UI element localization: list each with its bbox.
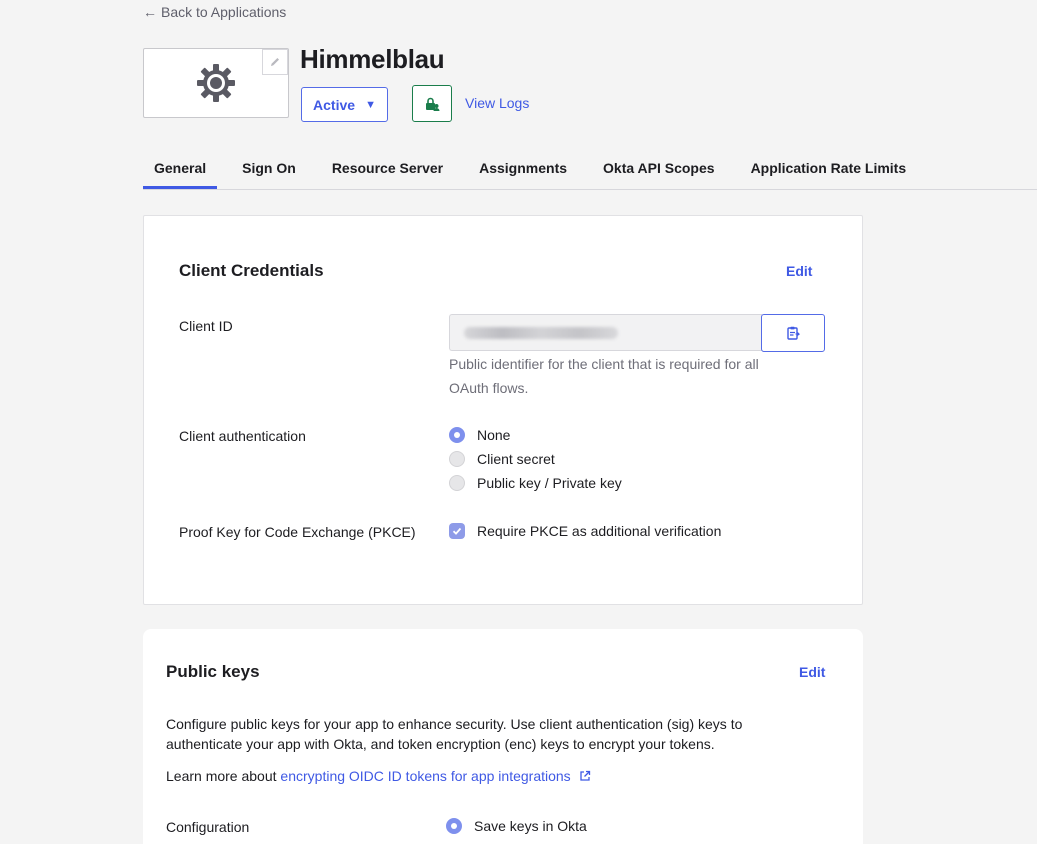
radio-selected[interactable] (446, 818, 462, 834)
status-dropdown[interactable] (301, 87, 388, 122)
radio-unselected[interactable] (449, 451, 465, 467)
push-groups-button[interactable] (412, 85, 452, 122)
copy-client-id-button[interactable] (761, 314, 825, 352)
back-to-applications-link[interactable] (143, 4, 286, 20)
auth-option-label: Public key / Private key (477, 475, 622, 491)
tab-bar (143, 150, 931, 188)
tab-resource-server[interactable]: Resource Server (331, 160, 444, 176)
checkmark-icon (452, 526, 462, 536)
public-keys-description: Configure public keys for your app to enhance security. Use client authentication (sig) keys to authenticate your app with Okta, and token encryption (enc) keys to encrypt your tokens. (166, 716, 743, 752)
gear-icon (196, 63, 236, 103)
client-credentials-edit-button[interactable]: Edit (786, 263, 813, 279)
configuration-label: Configuration (166, 819, 250, 835)
pkce-checkbox-row[interactable] (449, 523, 721, 539)
auth-option-label: None (477, 427, 511, 443)
edit-logo-button[interactable] (262, 49, 288, 75)
auth-option-public-private-key[interactable] (449, 475, 622, 491)
app-title: Himmelblau (300, 44, 445, 74)
radio-selected[interactable] (449, 427, 465, 443)
client-id-label: Client ID (179, 318, 233, 334)
clipboard-icon (787, 326, 800, 340)
app-logo (143, 48, 289, 118)
tab-general[interactable]: General (143, 150, 217, 188)
public-keys-edit-button[interactable]: Edit (799, 664, 826, 680)
tab-divider (143, 189, 1037, 190)
client-id-hint: Public identifier for the client that is required for all OAuth flows. (449, 356, 759, 396)
lock-user-icon (424, 96, 440, 112)
pkce-checkbox[interactable] (449, 523, 465, 539)
client-id-field[interactable] (449, 314, 762, 351)
tab-sign-on[interactable]: Sign On (242, 160, 296, 176)
learn-more-line (166, 766, 806, 786)
tab-assignments[interactable]: Assignments (479, 160, 568, 176)
caret-down-icon: ▼ (365, 98, 376, 111)
status-label: Active (313, 96, 356, 113)
tab-application-rate-limits[interactable]: Application Rate Limits (750, 160, 907, 176)
client-authentication-label: Client authentication (179, 428, 306, 444)
view-logs-link[interactable]: View Logs (465, 95, 530, 111)
external-link-icon (579, 770, 591, 782)
client-id-value-redacted (464, 327, 618, 339)
learn-more-link[interactable] (280, 768, 590, 784)
arrow-left-icon: ← (143, 4, 157, 20)
learn-more-link-label: encrypting OIDC ID tokens for app integrations (280, 768, 571, 784)
pencil-icon (269, 56, 281, 68)
auth-option-client-secret[interactable] (449, 451, 555, 467)
radio-unselected[interactable] (449, 475, 465, 491)
auth-option-none[interactable] (449, 427, 510, 443)
pkce-label: Proof Key for Code Exchange (PKCE) (179, 524, 416, 540)
configuration-option-save-keys[interactable] (446, 818, 587, 834)
pkce-option-label: Require PKCE as additional verification (477, 523, 722, 539)
client-credentials-title: Client Credentials (179, 261, 324, 280)
back-link-label: Back to Applications (161, 4, 287, 20)
tab-okta-api-scopes[interactable]: Okta API Scopes (603, 160, 715, 176)
configuration-option-label: Save keys in Okta (474, 818, 587, 834)
auth-option-label: Client secret (477, 451, 555, 467)
public-keys-title: Public keys (166, 662, 260, 681)
learn-more-prefix: Learn more about (166, 768, 277, 784)
